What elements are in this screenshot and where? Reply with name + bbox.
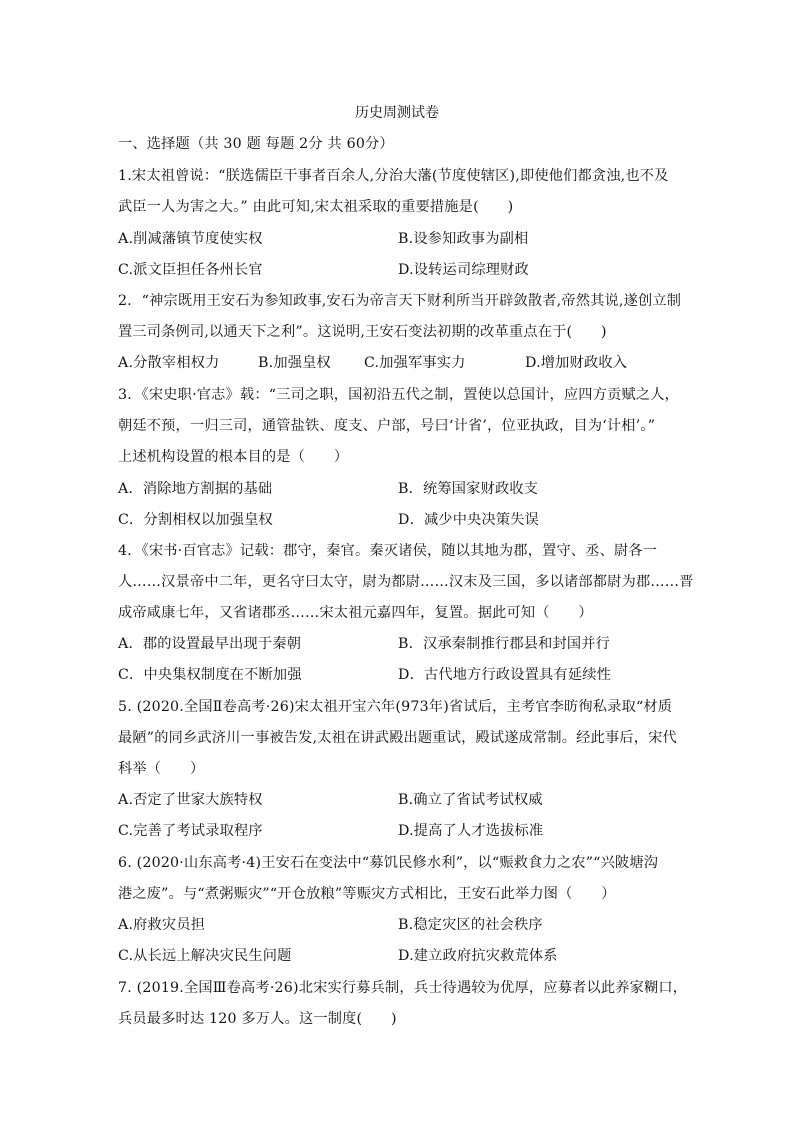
question-5-text: 5. (2020.全国Ⅱ卷高考·26)宋太祖开宝六年(973年)省试后，主考官李昉徇私录取“材质 [118,699,673,715]
q5-option-a: A.否定了世家大族特权 [118,792,263,808]
q5-option-d: D.提高了人才选拔标准 [398,823,544,839]
question-4-text-cont-2: 成帝咸康七年，又省诸郡丞……宋太祖元嘉四年，复置。据此可知（ ） [118,605,593,621]
question-4-text: 4．《宋书·百官志》记载：郡守，秦官。秦灭诸侯，随以其地为郡，置守、丞、尉各一 [118,543,658,559]
q1-option-b: B.设参知政事为副相 [398,231,529,247]
q4-option-c: C．中央集权制度在不断加强 [118,667,302,683]
q1-option-d: D.设转运司综理财政 [398,262,529,278]
q5-option-c: C.完善了考试录取程序 [118,823,263,839]
section-heading: 一、选择题（共 30 题 每题 2分 共 60分） [118,136,394,152]
question-2-text: 2．“神宗既用王安石为参知政事,安石为帝言天下财利所当开辟敛散者,帝然其说,遂创立制 [118,293,682,309]
q3-option-b: B．统筹国家财政收支 [398,481,539,497]
question-6-text: 6. (2020·山东高考·4)王安石在变法中“募饥民修水利”，以“赈救食力之农”“兴陂塘沟 [118,855,659,871]
question-1-text: 1.宋太祖曾说：“朕选儒臣干事者百余人,分治大藩(节度使辖区),即使他们都贪浊,也不及 [118,168,669,184]
q4-option-a: A．郡的设置最早出现于秦朝 [118,636,302,652]
q3-option-c: C．分割相权以加强皇权 [118,512,273,528]
q3-option-d: D．减少中央决策失误 [398,512,540,528]
q6-option-a: A.府救灾员担 [118,917,206,933]
q4-option-b: B．汉承秦制推行郡县和封国并行 [398,636,611,652]
q6-option-b: B.稳定灾区的社会秩序 [398,917,543,933]
question-6-text-cont: 港之废”。与“煮粥赈灾”“开仓放粮”等赈灾方式相比，王安石此举力图（ ） [118,886,616,902]
question-3-text-cont-2: 上述机构设置的根本目的是（ ） [118,449,349,465]
q2-option-c: C.加强军事实力 [364,355,466,371]
question-4-text-cont: 人……汉景帝中二年，更名守曰太守，尉为都尉……汉末及三国，多以诸部都尉为郡……晋 [118,574,694,590]
q2-option-d: D.增加财政收入 [525,355,628,371]
q2-option-a: A.分散宰相权力 [118,355,220,371]
q3-option-a: A．消除地方割据的基础 [118,481,273,497]
question-5-text-cont: 最陋”的同乡武济川一事被告发,太祖在讲武殿出题重试，殿试遂成常制。经此事后，宋代 [118,730,677,746]
page-title: 历史周测试卷 [355,105,439,121]
q1-option-a: A.削减藩镇节度使实权 [118,231,263,247]
question-2-text-cont: 置三司条例司,以通天下之利”。这说明,王安石变法初期的改革重点在于( ) [118,324,607,340]
question-7-text: 7. (2019.全国Ⅲ卷高考·26)北宋实行募兵制，兵士待遇较为优厚，应募者以此养家糊口， [118,980,688,996]
question-5-text-cont-2: 科举（ ） [118,761,205,777]
question-1-text-cont: 武臣一人为害之大。” 由此可知,宋太祖采取的重要措施是( ) [118,199,514,215]
question-3-text-cont: 朝廷不预，一归三司，通管盐铁、度支、户部，号曰‘计省’，位亚执政，目为‘计相’。” [118,418,656,434]
q1-option-c: C.派文臣担任各州长官 [118,262,263,278]
question-7-text-cont: 兵员最多时达 120 多万人。这一制度( ) [118,1011,397,1027]
q5-option-b: B.确立了省试考试权威 [398,792,543,808]
q4-option-d: D．古代地方行政设置具有延续性 [398,667,612,683]
q6-option-c: C.从长远上解决灾民生问题 [118,948,292,964]
question-3-text: 3．《宋史职·官志》载：“三司之职，国初沿五代之制，置使以总国计，应四方贡赋之人， [118,387,680,403]
q2-option-b: B.加强皇权 [258,355,331,371]
q6-option-d: D.建立政府抗灾救荒体系 [398,948,558,964]
